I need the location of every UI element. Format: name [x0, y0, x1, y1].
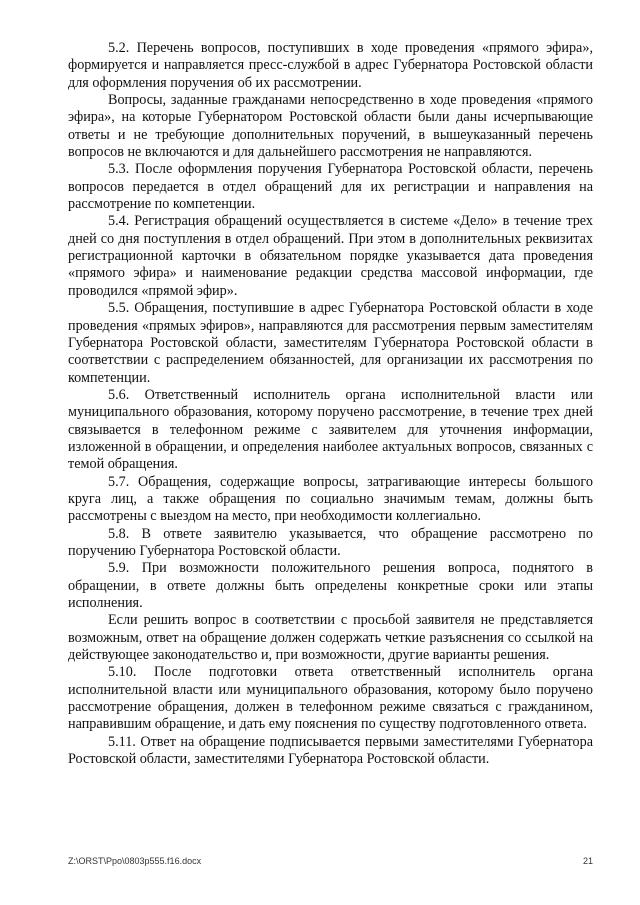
paragraph-5-11: 5.11. Ответ на обращение подписывается первыми заместителями Губернатора Ростовской области, заместителями Губернатора Ростовской области.: [68, 733, 593, 768]
paragraph-5-3: 5.3. После оформления поручения Губернатора Ростовской области, перечень вопросов передается в отдел обращений для их регистрации и направления на рассмотрение по компетенции.: [68, 161, 593, 213]
paragraph-5-2-note: Вопросы, заданные гражданами непосредственно в ходе проведения «прямого эфира», на которые Губернатором Ростовской области были даны исчерпывающие ответы и не требующие дополнительных поручений, в вышеуказанный перечень вопросов не включаются и для дальнейшего рассмотрения не направляются.: [68, 92, 593, 161]
paragraph-5-7: 5.7. Обращения, содержащие вопросы, затрагивающие интересы большого круга лиц, а также обращения по социально значимым темам, должны быть рассмотрены с выездом на место, при необходимости коллегиально.: [68, 473, 593, 525]
document-body: [68, 40, 593, 768]
paragraph-5-9: 5.9. При возможности положительного решения вопроса, поднятого в обращении, в ответе должны быть определены конкретные сроки или этапы исполнения.: [68, 560, 593, 611]
paragraph-5-5: 5.5. Обращения, поступившие в адрес Губернатора Ростовской области в ходе проведения «прямых эфиров», направляются для рассмотрения первым заместителям Губернатора Ростовской области, заместителям Губернатора Ростовской области в соответствии с распределением обязанностей, для организации их рассмотрения по компетенции.: [68, 300, 593, 386]
page-number: 21: [582, 856, 593, 866]
footer-file-path: Z:\ORST\Ppo\0803p555.f16.docx: [68, 856, 202, 866]
page-footer: [68, 856, 593, 866]
paragraph-5-9-note: Если решить вопрос в соответствии с просьбой заявителя не представляется возможным, ответ на обращение должен содержать четкие разъяснения со ссылкой на действующее законодательство и, при возможности, другие варианты решения.: [68, 612, 593, 664]
paragraph-5-10: 5.10. После подготовки ответа ответственный исполнитель органа исполнительной власти или муниципального образования, которому было поручено рассмотрение обращения, должен в телефонном режиме связаться с гражданином, направившим обращение, и дать ему пояснения по существу подготовленного ответа.: [68, 664, 593, 733]
paragraph-5-8: 5.8. В ответе заявителю указывается, что обращение рассмотрено по поручению Губернатора Ростовской области.: [68, 525, 593, 559]
paragraph-5-6: 5.6. Ответственный исполнитель органа исполнительной власти или муниципального образования, которому поручено рассмотрение, в течение трех дней связывается в телефонном режиме с заявителем для уточнения информации, изложенной в обращении, и определения наиболее актуальных вопросов, связанных с темой обращения.: [68, 386, 593, 473]
paragraph-5-2: 5.2. Перечень вопросов, поступивших в ходе проведения «прямого эфира», формируется и направляется пресс-службой в адрес Губернатора Ростовской области для оформления поручения об их рассмотрении.: [68, 40, 593, 91]
paragraph-5-4: 5.4. Регистрация обращений осуществляется в системе «Дело» в течение трех дней со дня поступления в отдел обращений. При этом в дополнительных реквизитах регистрационной карточки в обязательном порядке указывается дата проведения «прямого эфира» и наименование редакции средства массовой информации, где проводился «прямой эфир».: [68, 213, 593, 299]
